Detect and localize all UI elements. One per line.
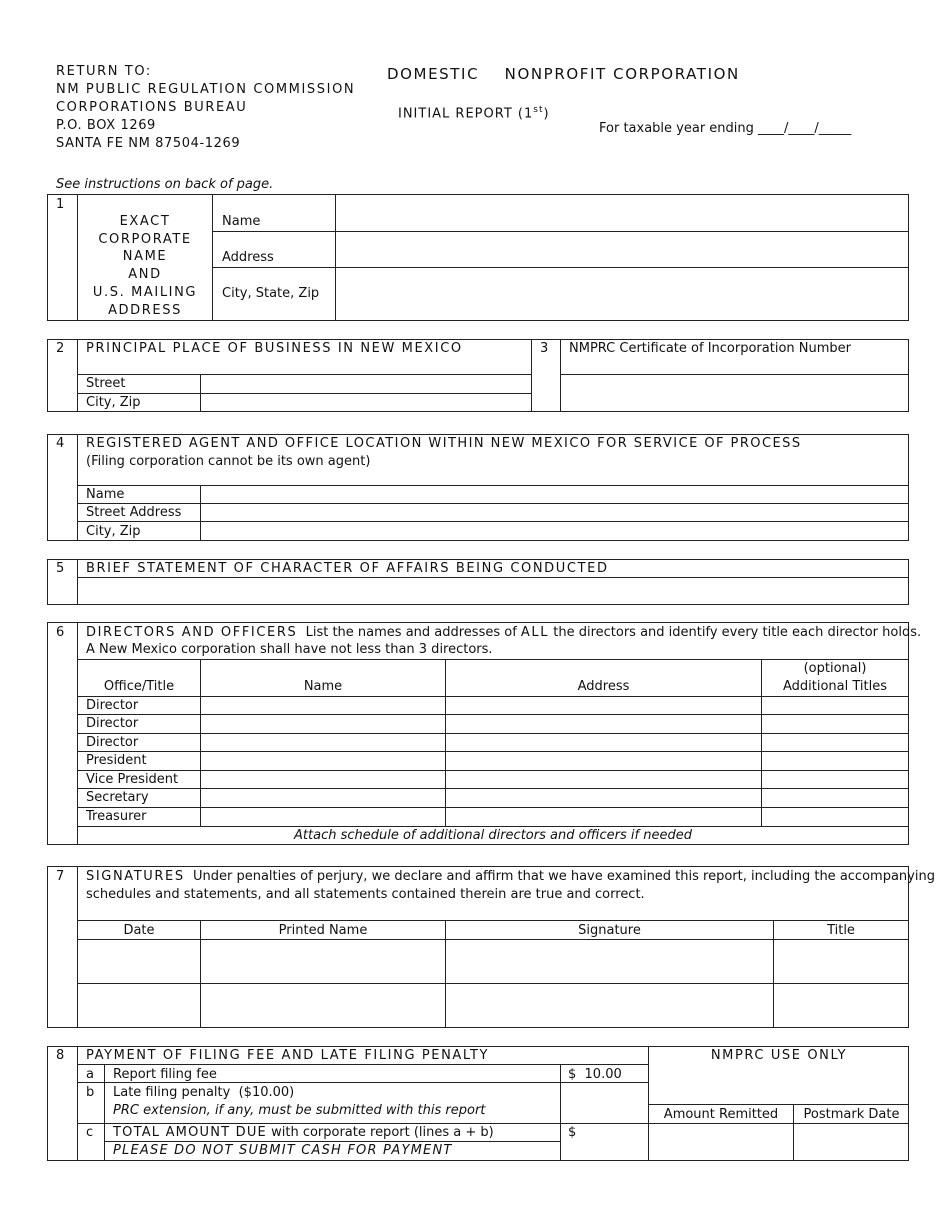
s6-footer-note: Attach schedule of additional directors and officers if needed	[294, 828, 692, 843]
s6-col-optional: (optional)	[803, 661, 867, 676]
s2-city-label: City, Zip	[86, 395, 141, 410]
s3-title: NMPRC Certificate of Incorporation Number	[569, 341, 851, 356]
s8-no-cash-note: PLEASE DO NOT SUBMIT CASH FOR PAYMENT	[113, 1143, 453, 1158]
s2-city-field[interactable]	[201, 394, 531, 412]
s1-label-line3: NAME	[122, 249, 168, 264]
s1-address-field[interactable]	[336, 232, 908, 267]
s4-city-field[interactable]	[201, 522, 908, 540]
s7-title-line	[86, 869, 935, 884]
s6-text3: A New Mexico corporation shall have not less than 3 directors.	[86, 642, 493, 657]
s1-label-line6: ADDRESS	[108, 303, 182, 318]
section-6-number: 6	[56, 625, 65, 640]
s1-address-label: Address	[222, 250, 274, 265]
s4-name-label: Name	[86, 487, 125, 502]
section-3-number: 3	[540, 341, 549, 356]
s8-postmark-date: Postmark Date	[803, 1107, 900, 1122]
s5-title: BRIEF STATEMENT OF CHARACTER OF AFFAIRS BEING CONDUCTED	[86, 561, 609, 576]
section-1-number: 1	[56, 197, 65, 212]
section-5-number: 5	[56, 561, 65, 576]
s2-street-field[interactable]	[201, 375, 531, 393]
s8-line-a-amount: $ 10.00	[568, 1067, 622, 1082]
s8-line-a-text: Report filing fee	[113, 1067, 217, 1082]
s6-row-vice-president: Vice President	[86, 772, 179, 787]
s6-col-office: Office/Title	[103, 679, 175, 694]
s6-row-president: President	[86, 753, 147, 768]
s6-title-line	[86, 625, 921, 640]
s8-title: PAYMENT OF FILING FEE AND LATE FILING PENALTY	[86, 1048, 490, 1063]
return-to-line1: NM PUBLIC REGULATION COMMISSION	[56, 82, 356, 97]
s4-name-field[interactable]	[201, 486, 908, 503]
s8-line-b-note: PRC extension, if any, must be submitted with this report	[113, 1103, 486, 1118]
s8-line-b-text: Late filing penalty ($10.00)	[113, 1085, 295, 1100]
section-8-number: 8	[56, 1048, 65, 1063]
s5-statement-field[interactable]	[78, 578, 908, 604]
return-to-line2: CORPORATIONS BUREAU	[56, 100, 248, 115]
s1-name-label: Name	[222, 214, 261, 229]
form-subtitle: INITIAL REPORT (1st)	[398, 105, 550, 122]
s6-row-treasurer: Treasurer	[86, 809, 147, 824]
s7-signature-row-2[interactable]	[78, 984, 908, 1027]
s8-line-c-letter: c	[86, 1125, 94, 1140]
s6-officer-entry-area[interactable]	[201, 697, 908, 826]
s1-label-line1: EXACT	[119, 214, 171, 229]
s8-line-b-letter: b	[86, 1085, 95, 1100]
s6-text1: List the names and addresses of	[305, 625, 521, 640]
s8-line-a-letter: a	[86, 1067, 94, 1082]
s7-text1: Under penalties of perjury, we declare and affirm that we have examined this report, including the accompanying	[193, 869, 935, 884]
s3-certificate-field[interactable]	[561, 375, 908, 411]
s2-title: PRINCIPAL PLACE OF BUSINESS IN NEW MEXICO	[86, 341, 463, 356]
s4-subtitle: (Filing corporation cannot be its own agent)	[86, 454, 371, 469]
form-title: DOMESTIC NONPROFIT CORPORATION	[387, 65, 740, 83]
s6-title: DIRECTORS AND OFFICERS	[86, 625, 298, 640]
s4-title: REGISTERED AGENT AND OFFICE LOCATION WITHIN NEW MEXICO FOR SERVICE OF PROCESS	[86, 436, 802, 451]
instructions-note: See instructions on back of page.	[56, 177, 274, 192]
s7-signature-row-1[interactable]	[78, 940, 908, 983]
s8-line-c-text: TOTAL AMOUNT DUE with corporate report (lines a + b)	[113, 1125, 494, 1140]
s6-row-director-1: Director	[86, 698, 139, 713]
return-to-line4: SANTA FE NM 87504-1269	[56, 136, 241, 151]
section-4-number: 4	[56, 436, 65, 451]
s7-col-date: Date	[123, 923, 155, 938]
s8-line-b-amount-field[interactable]	[561, 1083, 648, 1123]
s1-label-line2: CORPORATE	[98, 232, 192, 247]
s6-all: ALL	[520, 625, 550, 640]
return-to-line3: P.O. BOX 1269	[56, 118, 156, 133]
s4-city-label: City, Zip	[86, 524, 141, 539]
s6-row-secretary: Secretary	[86, 790, 149, 805]
s1-city-field[interactable]	[336, 268, 908, 320]
s4-street-label: Street Address	[86, 505, 182, 520]
s1-name-field[interactable]	[336, 195, 908, 231]
s7-col-signature: Signature	[578, 923, 641, 938]
s8-nmprc-use-only: NMPRC USE ONLY	[710, 1048, 848, 1063]
return-to-label: RETURN TO:	[56, 64, 152, 79]
s8-amount-remitted: Amount Remitted	[663, 1107, 779, 1122]
s7-col-title: Title	[827, 923, 855, 938]
s6-row-director-2: Director	[86, 716, 139, 731]
taxable-year-ending[interactable]: For taxable year ending ____/____/_____	[599, 121, 852, 136]
s7-col-printed-name: Printed Name	[278, 923, 368, 938]
s1-city-label: City, State, Zip	[222, 286, 320, 301]
s7-title: SIGNATURES	[86, 869, 185, 884]
section-7-number: 7	[56, 869, 65, 884]
s6-row-director-3: Director	[86, 735, 139, 750]
s6-col-address: Address	[577, 679, 630, 694]
s6-col-name: Name	[303, 679, 343, 694]
s8-line-c-amount: $	[568, 1125, 577, 1140]
s7-text2: schedules and statements, and all statements contained therein are true and correct.	[86, 887, 645, 902]
s1-label-line5: U.S. MAILING	[92, 285, 198, 300]
s6-col-additional: Additional Titles	[782, 679, 888, 694]
section-2-number: 2	[56, 341, 65, 356]
s2-street-label: Street	[86, 376, 126, 391]
s4-street-field[interactable]	[201, 504, 908, 521]
s6-text2: the directors and identify every title each director holds.	[549, 625, 922, 640]
s1-label-line4: AND	[128, 267, 162, 282]
